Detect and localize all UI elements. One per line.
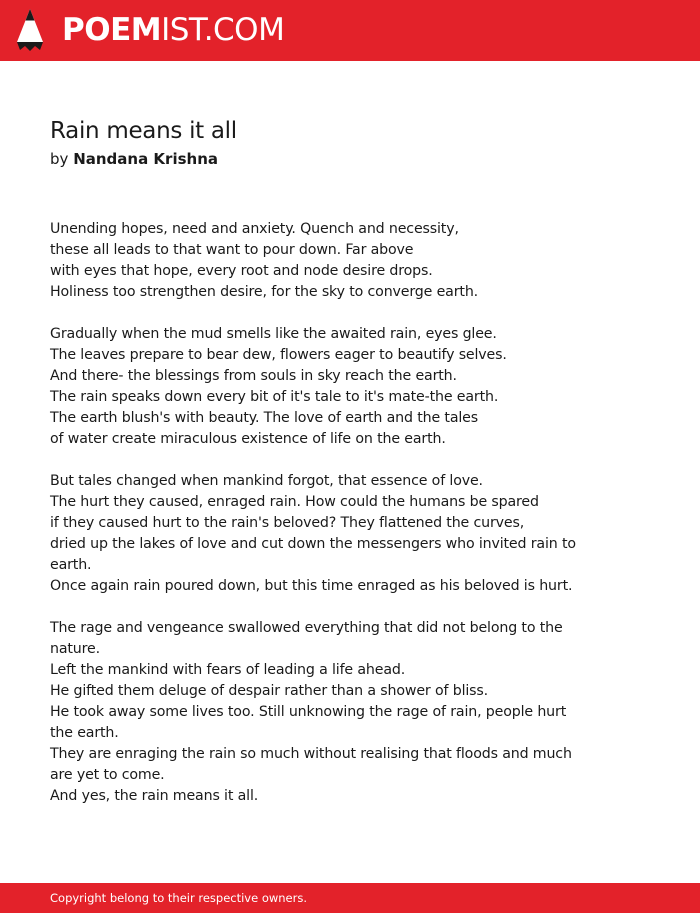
poem-line: He took away some lives too. Still unknowing the rage of rain, people hurt	[50, 704, 567, 720]
poem-line: But tales changed when mankind forgot, that essence of love.	[50, 473, 483, 489]
stanza-1	[50, 219, 610, 303]
poem-line: And there- the blessings from souls in sky reach the earth.	[50, 368, 457, 384]
byline-prefix: by	[50, 150, 69, 168]
poem-line: with eyes that hope, every root and node desire drops.	[50, 263, 433, 279]
poem-line: And yes, the rain means it all.	[50, 788, 259, 804]
site-logo[interactable]	[62, 12, 284, 48]
poem-line: if they caused hurt to the rain's beloved? They flattened the curves,	[50, 515, 525, 531]
poem-line: Once again rain poured down, but this time enraged as his beloved is hurt.	[50, 578, 573, 594]
poem-line: Gradually when the mud smells like the awaited rain, eyes glee.	[50, 326, 497, 342]
poem-line: dried up the lakes of love and cut down the messengers who invited rain to	[50, 536, 576, 552]
site-footer	[0, 883, 700, 913]
poem-line: the earth.	[50, 725, 119, 741]
poem-line: these all leads to that want to pour down. Far above	[50, 242, 414, 258]
poem-title: Rain means it all	[50, 118, 237, 144]
poem-line: The leaves prepare to bear dew, flowers eager to beautify selves.	[50, 347, 507, 363]
poem-line: of water create miraculous existence of life on the earth.	[50, 431, 446, 447]
stanza-4	[50, 618, 610, 807]
poem-line: Unending hopes, need and anxiety. Quench and necessity,	[50, 221, 459, 237]
poem-line: Holiness too strengthen desire, for the sky to converge earth.	[50, 284, 479, 300]
stanza-2	[50, 324, 610, 450]
poem-line: The rage and vengeance swallowed everything that did not belong to the	[50, 620, 563, 636]
poem-line: are yet to come.	[50, 767, 165, 783]
poem-line: The rain speaks down every bit of it's tale to it's mate-the earth.	[50, 389, 499, 405]
poem-body	[50, 219, 610, 828]
logo-rest-text: IST.COM	[161, 12, 285, 48]
logo-bold-text: POEM	[62, 12, 162, 48]
copyright-notice: Copyright belong to their respective owners.	[50, 891, 308, 905]
byline	[50, 149, 218, 169]
poem-line: Left the mankind with fears of leading a life ahead.	[50, 662, 406, 678]
poem-line: The earth blush's with beauty. The love of earth and the tales	[50, 410, 478, 426]
poem-line: nature.	[50, 641, 100, 657]
author-name: Nandana Krishna	[73, 150, 218, 168]
poem-line: He gifted them deluge of despair rather than a shower of bliss.	[50, 683, 488, 699]
poem-line: earth.	[50, 557, 92, 573]
pencil-logo-icon[interactable]	[16, 8, 44, 52]
poem-line: They are enraging the rain so much without realising that floods and much	[50, 746, 572, 762]
poem-line: The hurt they caused, enraged rain. How could the humans be spared	[50, 494, 539, 510]
site-header	[0, 0, 700, 61]
stanza-3	[50, 471, 610, 597]
